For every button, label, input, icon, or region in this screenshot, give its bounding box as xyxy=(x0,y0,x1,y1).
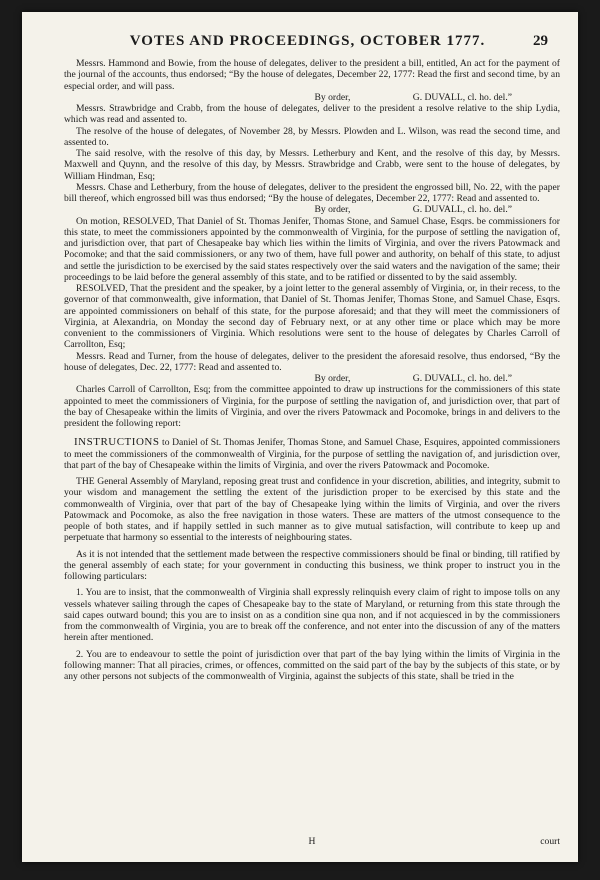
page-number: 29 xyxy=(533,33,548,49)
running-head: VOTES AND PROCEEDINGS, OCTOBER 1777. xyxy=(129,33,486,49)
signature-line xyxy=(64,92,560,103)
document-page xyxy=(22,12,578,862)
page-footer xyxy=(64,836,560,850)
clerk-signature: G. DUVALL, cl. ho. del.” xyxy=(412,204,512,216)
paragraph: Messrs. Chase and Letherbury, from the house of delegates, deliver to the president the engrossed bill, No. 22, with the paper bill thereof, which engrossed bill was thus endorsed; “By the house of delegates, December 22, 1777: Read and assented to. xyxy=(64,181,560,204)
signature-line xyxy=(64,204,560,215)
by-order: By order, xyxy=(314,373,351,384)
paragraph: 2. You are to endeavour to settle the point of jurisdiction over that part of the bay lying within the limits of Virginia in the following manner: That all piracies, crimes, or offences, committed on the said part of the bay by the subjects of this state, or by any other persons not subjects of the commonwealth of Virginia, against the subjects of this state, shall be tried in the xyxy=(64,648,560,682)
paragraph: RESOLVED, That the president and the speaker, by a joint letter to the general assembly of Virginia, or, in their recess, to the governor of that commonwealth, give information, that Daniel of St. Thomas Jenifer, Thomas Stone, and Samuel Chase, Esqrs. are appointed commissioners on behalf of this state, for the purpose aforesaid; and that they will meet the commissioners of Virginia, at Alexandria, on Monday the second day of February next, or at any other time or place which may be more convenient to the commissioners of Virginia. Which resolutions were sent to the house of delegates by Charles Carroll of Carrollton, Esq; xyxy=(64,283,560,351)
paragraph: On motion, RESOLVED, That Daniel of St. Thomas Jenifer, Thomas Stone, and Samuel Chase, Esqrs. be commissioners for this state, to meet the commissioners appointed by the commonwealth of Virginia, for the purpose of settling the navigation of, and jurisdiction over, that part of Chesapeake bay which lies within the limits of Virginia, and over the rivers Patowmack and Pocomoke; and that the said commissioners, or any two of them, have full power and authority, on behalf of this state, to adjust and settle the jurisdiction to be exercised by the said states respectively over the said waters and the navigation of the same; their proceedings to be laid before the general assembly of this state, and to be ratified or dissented to by the said assembly. xyxy=(64,215,560,283)
body-text xyxy=(64,58,560,832)
paragraph: THE General Assembly of Maryland, reposing great trust and confidence in your discretion, abilities, and integrity, submit to your wisdom and management the settling the extent of the jurisdiction proper to be exercised by this state and the commonwealth of Virginia, over that part of the bay of Chesapeake lying within the limits of Virginia, and over the rivers Patowmack and Pocomoke, as also the free navigation in those waters. These are matters of the utmost consequence to the people of both states, and if happily settled in such manner as to give mutual satisfaction, will contribute to keep up and perpetuate that harmony so essential to the interests of neighbouring states. xyxy=(64,476,560,544)
clerk-signature: G. DUVALL, cl. ho. del.” xyxy=(412,373,512,384)
instructions-title: INSTRUCTIONS xyxy=(74,436,160,449)
signature-mark: H xyxy=(308,836,316,847)
paragraph: The resolve of the house of delegates, of November 28, by Messrs. Plowden and L. Wilson, was read the second time, and assented to. xyxy=(64,125,560,148)
paragraph: Messrs. Strawbridge and Crabb, from the house of delegates, deliver to the president a resolve relative to the ship Lydia, which was read and assented to. xyxy=(64,103,560,126)
instructions-subtitle: to Daniel of St. Thomas Jenifer, Thomas Stone, and Samuel Chase, Esquires, appointed commissioners to meet the commissioners of the commonwealth of Virginia, for the purpose of settling the navigation of, and jurisdiction over, that part of the bay of Chesapeake within the limits of Virginia, and over the rivers Patowmack and Pocomoke. xyxy=(64,437,560,471)
catchword: court xyxy=(540,836,560,847)
signature-line xyxy=(64,373,560,384)
paragraph: Messrs. Read and Turner, from the house of delegates, deliver to the president the aforesaid resolve, thus endorsed, “By the house of delegates, Dec. 22, 1777: Read and assented to. xyxy=(64,350,560,373)
paragraph: Charles Carroll of Carrollton, Esq; from the committee appointed to draw up instructions for the commissioners of this state appointed to meet the commissioners of Virginia, for the purpose of settling the navigation of, and jurisdiction over, that part of the bay of Chesapeake within the limits of Virginia, and over the rivers Patowmack and Pocomoke, brings in and delivers to the president the following report: xyxy=(64,384,560,429)
paragraph: The said resolve, with the resolve of this day, by Messrs. Letherbury and Kent, and the resolve of this day, by Messrs. Maxwell and Quynn, and the resolve of this day, by Messrs. Strawbridge and Crabb, were sent to the house of delegates, by William Hindman, Esq; xyxy=(64,148,560,182)
paragraph: As it is not intended that the settlement made between the respective commissioners should be final or binding, till ratified by the general assembly of each state; for your government in conducting this business, we think proper to instruct you in the following particulars: xyxy=(64,548,560,582)
instructions-heading-paragraph xyxy=(64,437,560,471)
by-order: By order, xyxy=(314,204,351,216)
by-order: By order, xyxy=(314,91,351,103)
page-header xyxy=(67,33,548,57)
paragraph: Messrs. Hammond and Bowie, from the house of delegates, deliver to the president a bill, entitled, An act for the payment of the journal of the accounts, thus endorsed; “By the house of delegates, December 22, 1777: Read the first and second time, by an especial order, and will pass. xyxy=(64,58,560,92)
paragraph: 1. You are to insist, that the commonwealth of Virginia shall expressly relinquish every claim of right to impose tolls on any vessels whatever sailing through the capes of Chesapeake bay to the state of Maryland, or returning from this state through the said capes outward bound; this you are to insist on as a condition sine qua non, and if not acquiesced in by the commissioners from the commonwealth of Virginia, you are to break off the conference, and not enter into the discussion of any of the matters herein after mentioned. xyxy=(64,587,560,644)
clerk-signature: G. DUVALL, cl. ho. del.” xyxy=(412,91,512,103)
